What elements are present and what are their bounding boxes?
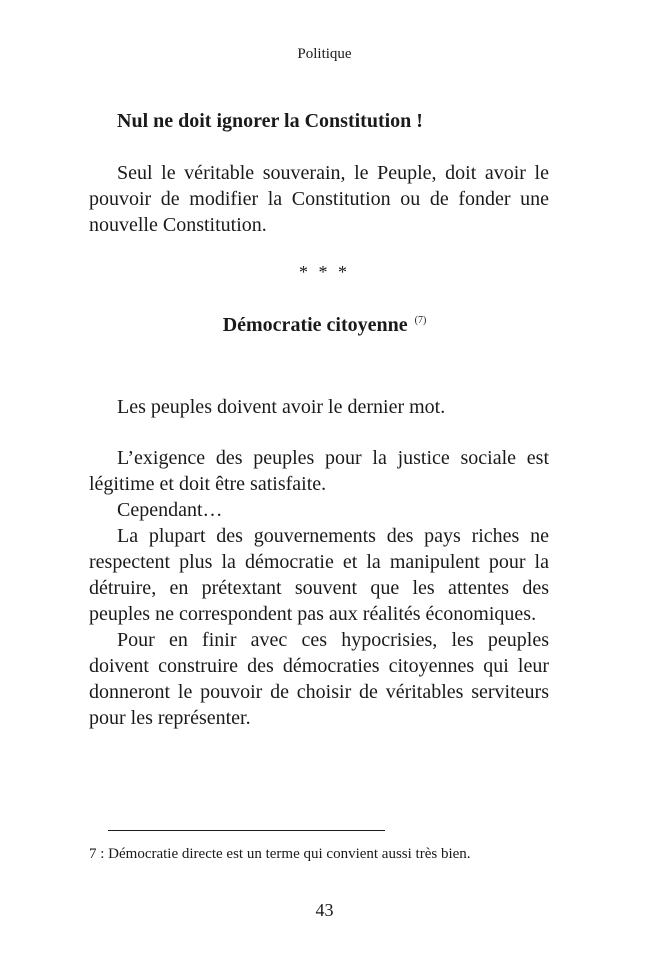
- section-intro-democratie: [89, 394, 549, 420]
- page-number: 43: [315, 900, 334, 920]
- footnote-text: 7 : Démocratie directe est un terme qui convient aussi très bien.: [89, 846, 471, 862]
- section-title-text: Démocratie citoyenne: [222, 314, 408, 336]
- paragraph: La plupart des gouvernements des pays riches ne respectent plus la démocratie et la manipulent pour la détruire, en prétextant souvent que les attentes des peuples ne correspondent pas aux réalités économiques.: [89, 525, 549, 625]
- section-body-constitution: [89, 160, 549, 238]
- section-separator: * * *: [299, 262, 350, 282]
- section-title-constitution: Nul ne doit ignorer la Constitution !: [117, 110, 423, 132]
- section-title-democratie: [0, 314, 649, 337]
- paragraph: Cependant…: [117, 499, 223, 521]
- paragraph: Seul le véritable souverain, le Peuple, doit avoir le pouvoir de modifier la Constitution ou de fonder une nouvelle Constitution.: [89, 162, 549, 236]
- footnote-divider: [108, 830, 385, 831]
- paragraph: Les peuples doivent avoir le dernier mot.: [117, 396, 446, 418]
- running-head: Politique: [297, 46, 352, 62]
- paragraph: Pour en finir avec ces hypocrisies, les peuples doivent construire des démocraties citoyennes qui leur donneront le pouvoir de choisir de véritables serviteurs pour les représenter.: [89, 629, 549, 729]
- paragraph: L’exigence des peuples pour la justice sociale est légitime et doit être satisfaite.: [89, 447, 549, 495]
- footnote-reference: (7): [414, 315, 427, 327]
- section-body-democratie: [89, 445, 549, 731]
